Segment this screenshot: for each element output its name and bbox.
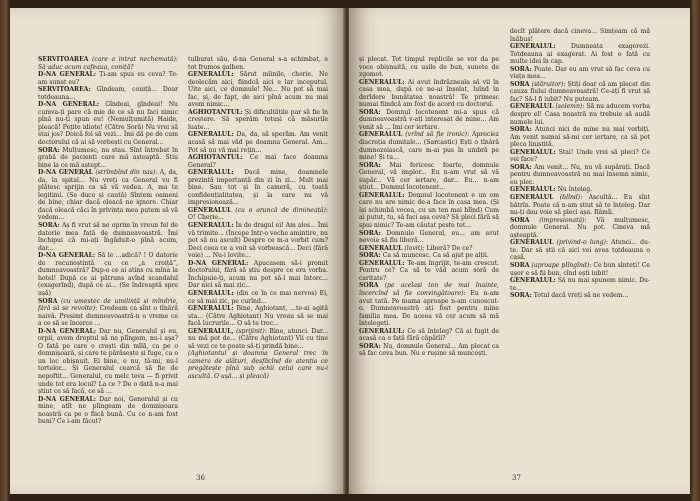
- dialogue-text: : Eu n-am avut tată. Pe mama aproape n-am cunoscut-o. Dumneavoastră ați fost pentru mine familia mea. De aceea vă cer acum să mă înțelegeți.: [359, 289, 499, 328]
- speaker-name: SORA:: [359, 229, 381, 237]
- stage-direction: (pe același ton de mai înainte, încercînd să fie convingătoare): [359, 282, 499, 297]
- dialogue-paragraph: [510, 43, 650, 66]
- dialogue-paragraph: [38, 71, 178, 86]
- dialogue-paragraph: [359, 245, 499, 253]
- dialogue-text: Te-am îngrijit, te-am crescut. Pentru ce? Ca să te văd acum soră de caritate?: [359, 259, 499, 282]
- speaker-name: GENERALUL,: [188, 327, 234, 335]
- speaker-name: D-NA GENERAL:: [38, 71, 97, 79]
- dialogue-paragraph: [510, 277, 650, 292]
- stage-direction: (aproape plîngînd): [529, 261, 590, 269]
- dialogue-text: Ce să înțeleg? Că ai fugit de acasă ca o fată fără căpătîi?: [359, 327, 499, 343]
- dialogue-paragraph: [188, 154, 328, 169]
- stage-direction: (care a intrat nechemată): Să aduc acum cafeaua, coniță?: [38, 56, 178, 71]
- speaker-name: GENERALUL:: [359, 327, 405, 335]
- dialogue-text: : Liberă? De ce?: [422, 244, 473, 252]
- dialogue-paragraph: [510, 217, 650, 240]
- dialogue-text: : Ce bun sînteți! Ce ușor e să fii bun, cînd ești iubit!: [510, 261, 650, 277]
- speaker-name: GENERALUL: [510, 239, 554, 247]
- left-page-column-2: [188, 56, 328, 381]
- dialogue-paragraph: [359, 131, 499, 161]
- dialogue-paragraph: [188, 169, 328, 207]
- dialogue-text: : Să nu aducem vorba despre el! Casa noastră nu trebuie să audă numele lui.: [510, 103, 650, 126]
- dialogue-text: tulburat său, d-na General s-a schimbat, e tot frumos galben.: [188, 56, 328, 71]
- speaker-name: SORA:: [359, 161, 381, 169]
- dialogue-text: Mai fericesc foarte, domnule General, vă implor... Eu n-am vrut să vă supăr... Vă cer iertare, dar... Eu... n-am știut... Domnul locotenent...: [359, 161, 499, 192]
- dialogue-paragraph: [38, 328, 178, 396]
- speaker-name: GENERALUL:: [510, 186, 556, 194]
- dialogue-paragraph: [38, 147, 178, 170]
- speaker-name: GENERALUL:: [188, 222, 234, 230]
- dialogue-paragraph: [38, 86, 178, 101]
- dialogue-text: Și dificultățile par să fie în creștere. Să sperăm totuși că măsurile luate...: [188, 108, 328, 131]
- speaker-name: D-NA GENERAL:: [188, 259, 249, 267]
- dialogue-paragraph: [359, 328, 499, 343]
- dialogue-text: Mulțumesc, nu stau. Sînt întrebat în grabă de pacienți care mă așteaptă. Stiu bine la ce mă aștept...: [38, 146, 178, 169]
- dialogue-paragraph: [188, 260, 328, 290]
- left-page: [10, 8, 345, 494]
- speaker-name: GENERALUL: [359, 131, 403, 139]
- dialogue-text: Gîndeam, coniță... Doar totdeauna...: [38, 86, 178, 101]
- stage-direction: (privind-o lung): [553, 239, 606, 247]
- speaker-name: SORA:: [38, 222, 60, 230]
- stage-direction: (sprijinit): [233, 327, 265, 335]
- dialogue-text: Domnule General, eu... am avut nevoie să fiu liberă...: [359, 229, 499, 245]
- stage-direction: (solemn): [553, 103, 583, 111]
- left-page-number: 36: [196, 474, 205, 482]
- dialogue-paragraph: [38, 169, 178, 222]
- speaker-name: SORA:: [510, 163, 532, 171]
- speaker-name: AGHIOTANTUL:: [188, 108, 243, 116]
- stage-direction: (stăruitor): [529, 80, 564, 88]
- stage-direction: (strîmbînd din nas): [92, 169, 156, 177]
- speaker-name: GENERALUL:: [188, 305, 234, 313]
- speaker-name: SORA:: [510, 292, 532, 300]
- dialogue-paragraph: [38, 56, 178, 71]
- speaker-name: SORA: [38, 297, 58, 305]
- dialogue-paragraph: [359, 252, 499, 260]
- stage-direction: (Aghiotantul și doamna General trec în camera de alături, desfăcînd de atenția ce pregătește pînă sub ochii celui care nu-i ascultă. O ușă... și pleacă): [188, 350, 328, 380]
- dialogue-paragraph: [188, 207, 328, 222]
- dialogue-paragraph: [38, 222, 178, 252]
- dialogue-paragraph: [188, 328, 328, 351]
- dialogue-paragraph: [38, 252, 178, 297]
- speaker-name: SORA: [510, 261, 530, 269]
- speaker-name: GENERALUL: [188, 206, 232, 214]
- dialogue-paragraph: [359, 260, 499, 283]
- speaker-name: GENERALUL:: [188, 131, 234, 139]
- speaker-name: GENERALUL:: [359, 191, 405, 199]
- speaker-name: D-NA GENERAL:: [38, 101, 100, 109]
- dialogue-text: : Apreciez discreția dumitale... (Sarcastic) Ești o tînără dumnezeiască, care m-ai pus în umbră pe mine! Și tu...: [359, 131, 499, 162]
- dialogue-paragraph: [510, 292, 650, 300]
- dialogue-text: decît plătere dacă cineva... Simțeam că mă înăbuș!: [510, 28, 650, 43]
- dialogue-paragraph: [188, 290, 328, 305]
- speaker-name: D-NA GENERAL:: [38, 327, 96, 335]
- stage-direction: (cu o aruncă de dimineață): [231, 206, 326, 214]
- dialogue-text: Aș fi vrut să ne oprim în vreun fel de datorie mea față de dumneavoastră. Îmi închipui că mi-ați îngăduit-o pînă acum, dar...: [38, 222, 178, 252]
- speaker-name: SERVITOAREA: [38, 56, 89, 63]
- dialogue-text: : Bine, atunci. Dar... nu mă pot de... (Către Aghiotant) Vii cu tine să vezi ce te poate să-ți prindă bine...: [188, 327, 329, 350]
- dialogue-text: Nu înțeleg.: [555, 186, 593, 194]
- dialogue-text: : Știți doar că am plecat din cauza fiului dumneavoastră! Ce-ați fi vrut să fac? Să-l fi iubit? Nu puteam.: [510, 80, 650, 103]
- stage-direction: (blînd): [553, 194, 581, 202]
- speaker-name: SORA:: [359, 342, 381, 350]
- dialogue-text: Dacă mine, doamnele prezintă importanță din zi în zi... Mult mai bine. Sau tot și în cameră, cu toată confidențialitatea, și la care nu vă impresionează...: [188, 169, 328, 207]
- dialogue-paragraph: [38, 396, 178, 426]
- speaker-name: AGHIOTANTUL:: [188, 154, 243, 162]
- dialogue-paragraph: [359, 79, 499, 109]
- right-page-column-1: [359, 56, 499, 358]
- speaker-name: SERVITOAREA:: [38, 86, 91, 94]
- dialogue-text: Să le ...adică? ! O datorie de recunoștință cu ce „a croiță”, dumneavoastră? Dup-o ce ai atins cu mîna la hotel! După ce ai pătruns avînd scandalul (exagerînd), după ce ai... (Se îndreaptă spre ușă): [38, 252, 178, 297]
- speaker-name: GENERALUL:: [188, 169, 234, 177]
- speaker-name: D-NA GENERAL: [38, 169, 93, 177]
- dialogue-paragraph: [510, 164, 650, 187]
- dialogue-text: Dar nu, Generalul și eu, orpii, avem dreptul să ne plîngem, nu-i aşa? O fată pe care o crești din mîlă, ca pe o domnișoară, și care te părăsește și fuge, ca o un loc obișnuit. Ei bine, e nu, tă-mi, nu-l tortelor... Și Generalul cearcă să fie de nepoftit... Generalul, cu melc teva — fi privit unde tot era locul? La ce ? De o dată n-a mai știut ce să facă, ce să ...: [38, 327, 178, 396]
- dialogue-paragraph: [359, 162, 499, 192]
- dialogue-text: Ți-am spus eu ceva? Te-am sunat eu?: [38, 71, 178, 86]
- stage-direction: (cu umestec de umilință și mîndrie, fără să se revolte): [38, 297, 178, 313]
- dialogue-paragraph: [188, 305, 328, 328]
- dialogue-paragraph: [188, 56, 328, 71]
- speaker-name: SORA: [510, 216, 530, 224]
- dialogue-text: : O! Cherie...: [188, 206, 328, 222]
- speaker-name: GENERALUL:: [359, 259, 405, 267]
- dialogue-text: Gîndeai, gîndeai! Nu cumva-ți pare că mie de ce să nu faci nimic pînă nu-ți spun eu! (Nemulțumită) Haide, pleacă! Pețite idiote! (Către Soră) Nu vrei să stai jos? Doică foi să vezi... Îmi dă pe de cum doctorului că ai să vorbești cu General...: [38, 101, 178, 147]
- dialogue-paragraph: [510, 81, 650, 104]
- speaker-name: SORA:: [510, 126, 532, 134]
- dialogue-text: : Credeam ca sînt o tînără naivă. Presimt dumneavoastră-n o vreme ce a ce să se încerce ...: [38, 305, 178, 328]
- right-page-column-2: [510, 28, 650, 300]
- speaker-name: GENERALUL: [359, 244, 403, 252]
- dialogue-paragraph: [188, 71, 328, 109]
- dialogue-text: Ca să muncesc. Ca să ajut pe alții.: [380, 252, 489, 260]
- dialogue-text: Să nu mai spunem nimic. Du-te...: [510, 277, 650, 292]
- speaker-name: GENERALUL:: [510, 277, 556, 285]
- dialogue-text: În de dragul ei! Am ales... Îmi vă trimite... (Începe într-o veche amintire, nu pot să nu ascult) Despre ce m-a vorbit cum? Deci ceea ce a voit să vorbească... Deci (fără voie) ... Nu-i lovite...: [188, 222, 328, 260]
- dialogue-text: Domnul locotenent e un om care nu are nimic de-a face în casa mea. (Și își schimbă vocea, cu un ton mai blînd) Cum ai putut, tu, să faci așa ceva? Să pleci fără să spui nimic? Te-am căutat peste tot...: [359, 191, 499, 230]
- dialogue-paragraph: [359, 192, 499, 230]
- dialogue-paragraph: [510, 186, 650, 194]
- speaker-name: GENERALUL: [510, 103, 554, 111]
- dialogue-text: Ai avut îndrăzneala să vii în casa mea, după ce ne-ai înșelat, luînd în derîdere bunătatea noastră! Te primesc numai fiindcă am fost de acord cu doctorul.: [359, 78, 499, 109]
- right-page-number: 37: [512, 474, 521, 482]
- dialogue-paragraph: [510, 239, 650, 262]
- dialogue-text: : Ascultă... Eu sînt bătrîn. Poate că n-am știut să te înțeleg. Dar nu-ți dau voie să pleci așa. Rămîi.: [510, 194, 650, 217]
- dialogue-text: Stai! Unde vrei să pleci? Ce vei face?: [510, 148, 650, 164]
- dialogue-text: (din ce în ce mai nervos) Ei, ce să mai zic, pe curînd...: [188, 289, 328, 305]
- speaker-name: SORA: [510, 80, 530, 88]
- stage-direction: (vrînd să fie ironic): [402, 131, 468, 139]
- speaker-name: GENERALUL:: [510, 43, 556, 51]
- speaker-name: GENERALUL:: [359, 78, 405, 86]
- dialogue-paragraph: [359, 343, 499, 358]
- speaker-name: SORA: [359, 282, 379, 290]
- dialogue-paragraph: [510, 28, 650, 43]
- dialogue-paragraph: [359, 56, 499, 79]
- speaker-name: D-NA GENERAL:: [38, 252, 96, 260]
- dialogue-text: Totul dacă vreți să ne vedem...: [531, 292, 629, 300]
- dialogue-paragraph: [38, 101, 178, 146]
- dialogue-paragraph: [188, 131, 328, 154]
- speaker-name: SORA:: [510, 65, 532, 73]
- speaker-name: D-NA GENERAL:: [38, 395, 97, 403]
- dialogue-paragraph: [359, 230, 499, 245]
- speaker-name: SORA:: [359, 252, 381, 260]
- speaker-name: GENERALUL:: [188, 71, 234, 79]
- dialogue-paragraph: [510, 103, 650, 126]
- dialogue-text: : Vă mulțumesc, domnule General. Nu pot. Cineva mă așteaptă.: [510, 216, 650, 239]
- dialogue-paragraph: [188, 109, 328, 132]
- speaker-name: GENERALUL: [510, 194, 554, 202]
- dialogue-paragraph: [510, 126, 650, 149]
- dialogue-text: Apucasem să-i promit doctorului, fără să știu despre ce era vorba. Închipuie-ți, acum nu pot să-l mai întorc... Dar nici să mai zic...: [188, 259, 328, 290]
- dialogue-paragraph: [359, 282, 499, 327]
- dialogue-text: Am venit... Nu, nu vă supărați. Dacă pentru dumneavoastră nu mai însemn nimic, eu plec.: [510, 163, 650, 186]
- dialogue-paragraph: [510, 194, 650, 217]
- stage-direction: (impresionată): [529, 216, 585, 224]
- dialogue-text: : A, da, da, la spital... Nu vreți ca General vu fi plătesc sprijin ca să vă vedea. A, ma te legitimi. (Se duce și caută) Sîntem oameni de bine, chiar dacă oleacă ne ignore. Chiar dacă oleacă căci în privința mea putem să vă vedem...: [38, 169, 178, 222]
- dialogue-text: Domnul locotenent mi-a spus că dumneavoastră v-ați interesat de mine... Am venit să ... îmi cer iertare.: [359, 108, 499, 131]
- dialogue-text: Nu, domnule General... Am plecat ca să fac ceva bun. Nu e rușine să muncești.: [359, 342, 499, 358]
- speaker-name: GENERALUL:: [188, 289, 234, 297]
- dialogue-paragraph: [510, 66, 650, 81]
- dialogue-text: Da, da, să sperăm. Am venit acasă să mai văd pe doamna General. Am... Pot să nu vă mai rețin...: [188, 131, 328, 154]
- speaker-name: SORA:: [38, 146, 60, 154]
- right-page: [349, 8, 690, 494]
- dialogue-paragraph: [188, 222, 328, 260]
- dialogue-text: și plecat. Tot timpul replicile se vor da pe voce obișnuită, cu ușile de bun, sunete de zgomot.: [359, 56, 499, 79]
- stage-direction: (lovit): [402, 244, 423, 252]
- dialogue-text: Ce mai face doamna General?: [188, 154, 328, 169]
- dialogue-text: Dumneata exagerezi. Totdeauna ai exagerat. Ai fost o fată cu multe idei în cap.: [510, 43, 650, 66]
- dialogue-text: Atunci nici de mine nu mai vorbiți. Am venit numai să-mi cer iertare, ca să pot pleca liniștită.: [510, 126, 650, 149]
- dialogue-paragraph: [188, 350, 328, 380]
- dialogue-text: Sărut mîinile, cherie. Ne deolecăm aici, fiindcă aici e lar inceputul. Uite aici, ce domnule! Ne... Nu pot să mai fac, și, de fapt, de aici pînă acum nu mai avem nimic...: [188, 71, 328, 109]
- dialogue-text: Bine, Aghiotant, ...te-ai agită sta... (Către Aghiotant) Nu vreau să se mai facă lucrurile... O să te trec...: [188, 305, 328, 328]
- dialogue-text: : Atunci... du-te. Dar să știi că aici vei avea totdeauna o casă.: [510, 239, 650, 262]
- speaker-name: SORA:: [359, 108, 381, 116]
- dialogue-text: Dar noi, Generalul și cu mine, atît ne plîngeam de domnișoara noastră ca pe o fiică bună. Cu ce n-am fost buni? Ce i-am făcut?: [38, 395, 178, 426]
- dialogue-paragraph: [510, 262, 650, 277]
- speaker-name: GENERALUL:: [510, 148, 556, 156]
- dialogue-paragraph: [359, 109, 499, 132]
- dialogue-paragraph: [510, 149, 650, 164]
- dialogue-paragraph: [38, 298, 178, 328]
- left-page-column-1: [38, 56, 178, 426]
- dialogue-text: Poate. Dar eu am vrut să fac ceva cu viața mea...: [510, 65, 650, 81]
